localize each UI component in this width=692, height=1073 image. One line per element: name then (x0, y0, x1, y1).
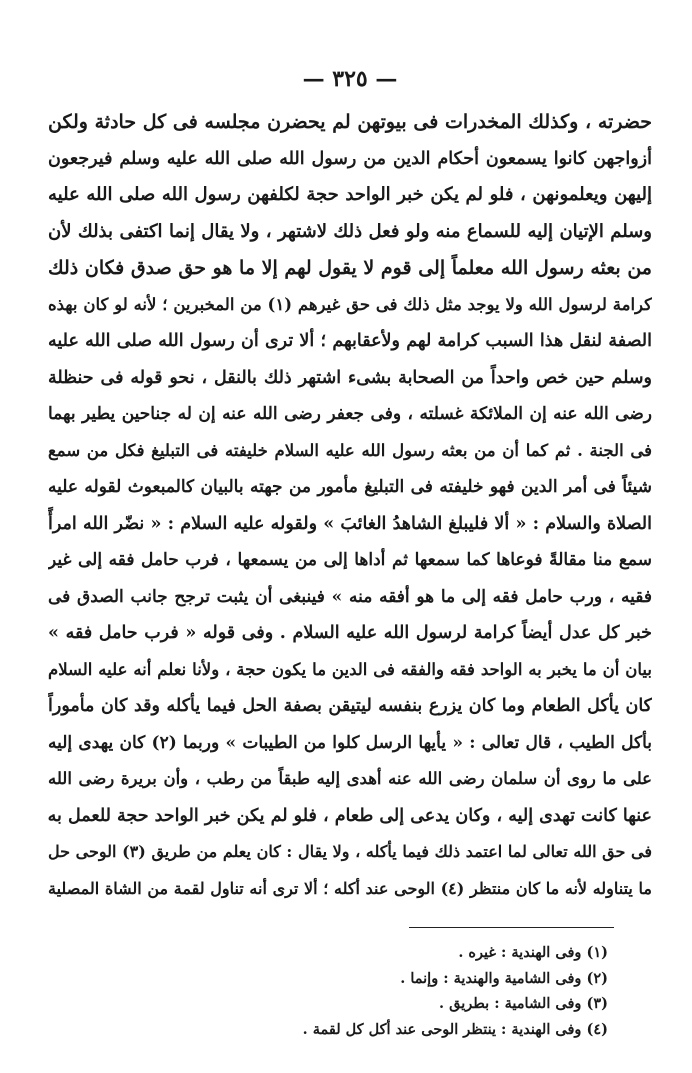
footnote: (٣) وفى الشامية : بطريق . (439, 995, 608, 1012)
text-line: الصلاة والسلام : « ألا فليبلغ الشاهدُ الغائبَ » ولقوله عليه السلام : « نضّر الله امرأً (48, 513, 652, 534)
text-line: كان يأكل الطعام وما كان يزرع بنفسه ليتيقن بصفة الحل فيما يأكله وقد كان مأموراً (48, 696, 652, 716)
text-line: فقيه ، ورب حامل فقه إلى ما هو أفقه منه » فينبغى أن يثبت ترجح جانب الصدق فى (48, 586, 652, 607)
text-line: حضرته ، وكذلك المخدرات فى بيوتهن لم يحضرن مجلسه فى كل حادثة ولكن (48, 111, 652, 133)
text-line: إليهن ويعلمونهن ، فلو لم يكن خبر الواحد حجة لكلفهن رسول الله صلى الله عليه (48, 184, 652, 205)
footnote: (١) وفى الهندية : غيره . (458, 944, 608, 961)
text-line: على ما روى أن سلمان رضى الله عنه أهدى إليه طبقاً من رطب ، وأن بريرة رضى الله (48, 769, 652, 788)
text-line: عنها كانت تهدى إليه ، وكان يدعى إلى طعام ، فلو لم يكن خبر الواحد حجة للعمل به (48, 805, 652, 826)
text-line: وسلم حين خص واحداً من الصحابة بشىء اشتهر ذلك بالنقل ، نحو قوله فى حنظلة (48, 367, 652, 388)
text-line: كرامة لرسول الله ولا يوجد مثل ذلك فى حق غيرهم (١) من المخبرين ؛ لأنه لو كان بهذه (48, 294, 652, 314)
text-line: خبر كل عدل أيضاً كرامة لرسول الله عليه السلام . وفى قوله « فرب حامل فقه » (48, 623, 652, 643)
text-line: فى حق الله تعالى لما اعتمد ذلك فيما يأكله ، ولا يقال : كان يعلم من طريق (٣) الوحى حل (48, 842, 652, 861)
text-line: شيئاً فى أمر الدين فهو خليفته فى التبليغ مأمور من جهته بالبيان كالمبعوث لقوله عليه (48, 477, 652, 497)
page-number: — ٣٢٥ — (302, 66, 398, 92)
text-line: رضى الله عنه إن الملائكة غسلته ، وفى جعفر رضى الله عنه إن له جناحين يطير بهما (48, 404, 652, 424)
text-line: الصفة لنقل هذا السبب كرامة لهم ولأعقابهم ؛ ألا ترى أن رسول الله صلى الله عليه (48, 331, 652, 351)
footnote: (٢) وفى الشامية والهندية : وإنما . (400, 969, 608, 987)
text-line: سمع منا مقالةً فوعاها كما سمعها ثم أداها إلى من يسمعها ، فرب حامل فقه إلى غير (48, 550, 652, 570)
footnote-divider (409, 927, 614, 928)
text-line: من بعثه رسول الله معلماً إلى قوم لا يقول لهم إلا ما هو حق صدق فكان ذلك (48, 257, 652, 279)
footnote: (٤) وفى الهندية : ينتظر الوحى عند أكل كل لقمة . (302, 1020, 608, 1038)
footnotes (48, 940, 608, 1042)
main-text (48, 104, 652, 907)
text-line: ما يتناوله لأنه ما كان منتظر (٤) الوحى عند أكله ؛ ألا ترى أنه تناول لقمة من الشاة المصلية (48, 878, 652, 898)
text-line: بأكل الطيب ، قال تعالى : « يأيها الرسل كلوا من الطيبات » وربما (٢) كان يهدى إليه (48, 732, 652, 753)
text-line: وسلم الإتيان إليه للسماع منه ولو فعل ذلك لاشتهر ، ولا يقال إنما اكتفى بذلك لأن (48, 220, 652, 242)
text-line: أزواجهن كانوا يسمعون أحكام الدين من رسول الله صلى الله عليه وسلم فيرجعون (48, 148, 652, 169)
text-line: بيان أن ما يخبر به الواحد فقه والفقه فى الدين ما يكون حجة ، ولأنا نعلم أنه عليه السلام (48, 659, 652, 679)
text-line: فى الجنة . ثم كما أن من بعثه رسول الله عليه السلام خليفته فى التبليغ فكل من سمع (48, 440, 652, 460)
